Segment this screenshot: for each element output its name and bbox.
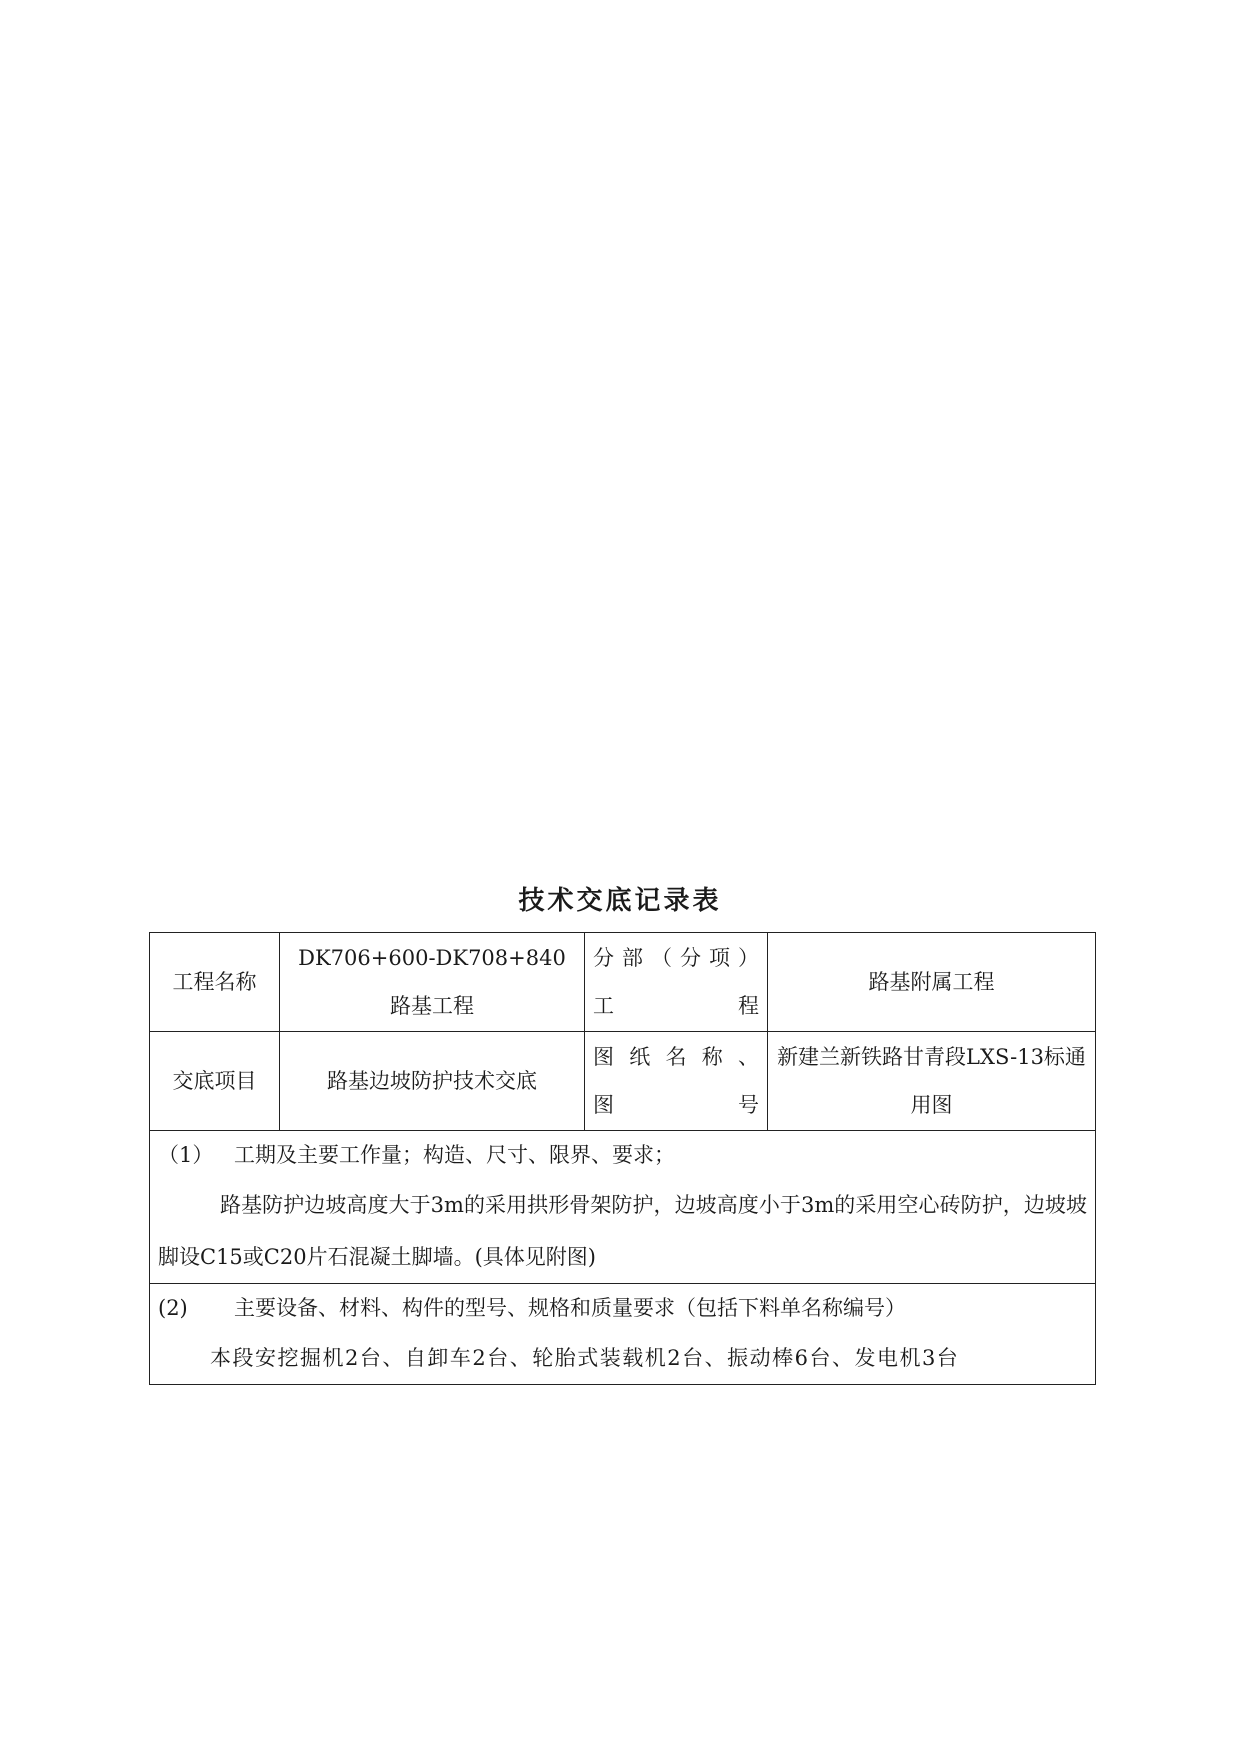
drawing-name-label-line1: 图纸名称、 (593, 1045, 759, 1069)
drawing-name-value: 新建兰新铁路甘青段LXS-13标通用图 (768, 1032, 1096, 1131)
section-2-number: (2) (158, 1296, 188, 1320)
drawing-name-label (585, 1032, 768, 1131)
section-2-body: 本段安挖掘机2台、自卸车2台、轮胎式装载机2台、振动棒6台、发电机3台 (210, 1346, 960, 1370)
sub-project-label (585, 933, 768, 1032)
section-1-number: （1） (158, 1143, 214, 1167)
project-name-label: 工程名称 (150, 933, 280, 1032)
section-1-cell (150, 1131, 1096, 1284)
technical-disclosure-table (149, 932, 1096, 1385)
document-title: 技术交底记录表 (518, 886, 722, 916)
table-row-item (150, 1032, 1096, 1131)
sub-project-value: 路基附属工程 (768, 933, 1096, 1032)
sub-project-label-line1: 分部（分项） (593, 946, 759, 970)
section-2-cell (150, 1284, 1096, 1385)
section-2-heading (158, 1284, 1087, 1332)
drawing-name-label-line2: 图 号 (593, 1093, 759, 1117)
section-1-heading-text: 工期及主要工作量；构造、尺寸、限界、要求； (234, 1143, 675, 1167)
disclosure-item-value: 路基边坡防护技术交底 (280, 1032, 585, 1131)
table-row-project (150, 933, 1096, 1032)
section-1-body: 路基防护边坡高度大于3m的采用拱形骨架防护，边坡高度小于3m的采用空心砖防护，边坡坡脚设C15或C20片石混凝土脚墙。(具体见附图) (158, 1193, 1087, 1269)
project-name-value: DK706+600-DK708+840路基工程 (280, 933, 585, 1032)
disclosure-item-label: 交底项目 (150, 1032, 280, 1131)
section-2-heading-text: 主要设备、材料、构件的型号、规格和质量要求（包括下料单名称编号） (234, 1296, 906, 1320)
table-row-section-1 (150, 1131, 1096, 1284)
sub-project-label-line2: 工 程 (593, 994, 759, 1018)
section-1-heading (158, 1131, 1087, 1179)
table-row-section-2 (150, 1284, 1096, 1385)
